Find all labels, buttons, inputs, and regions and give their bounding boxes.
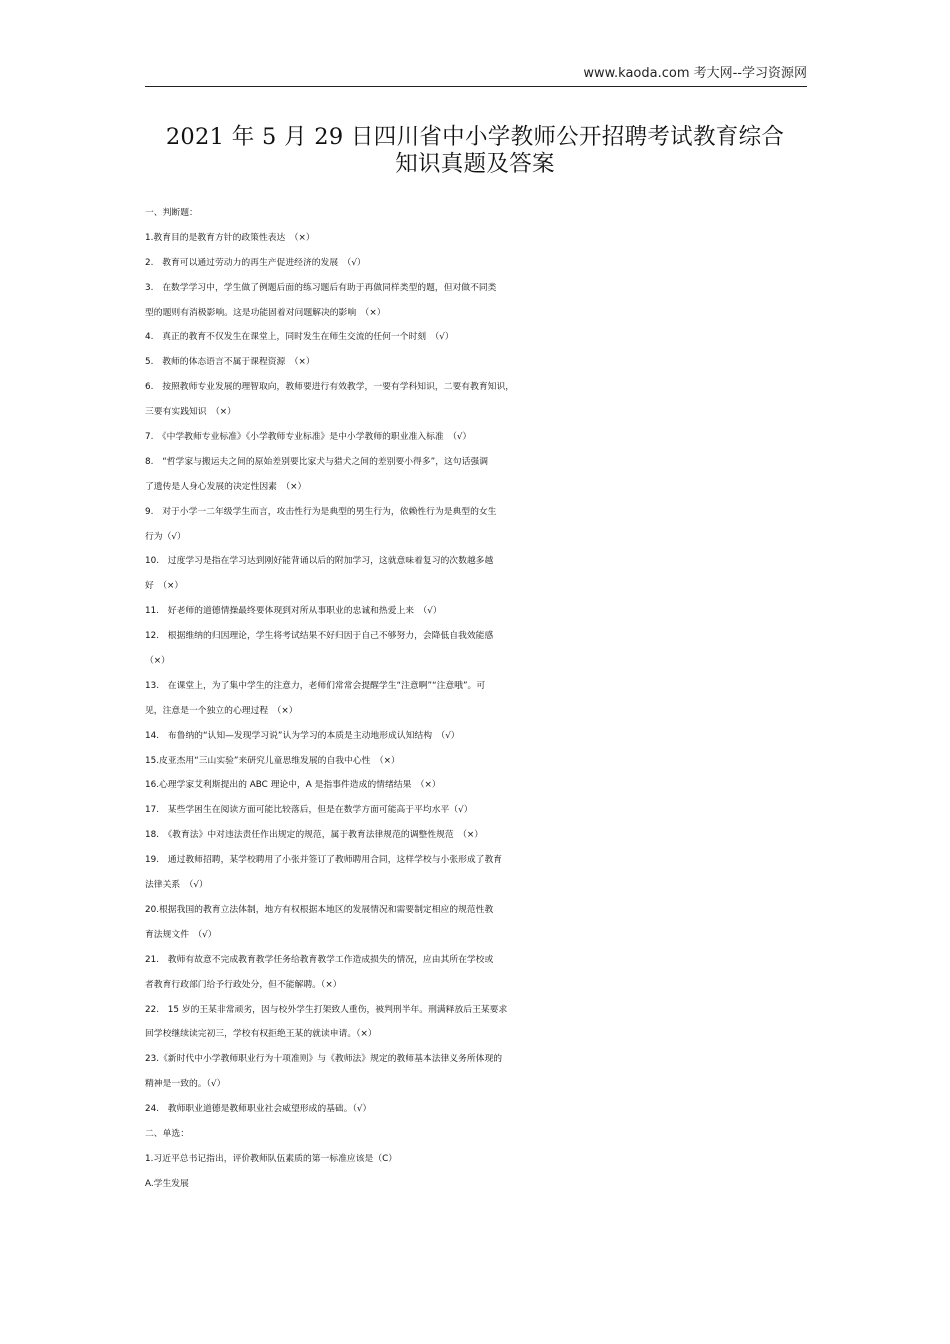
text-line: 1.教育目的是教育方针的政策性表达 （×） bbox=[145, 232, 315, 243]
text-line: 法律关系 （√） bbox=[145, 880, 208, 891]
page-header bbox=[145, 66, 807, 87]
document-body bbox=[145, 201, 825, 1197]
title-line-2: 知识真题及答案 bbox=[395, 151, 555, 177]
text-line: 21. 教师有故意不完成教育教学任务给教育教学工作造成损失的情况，应由其所在学校或 bbox=[145, 954, 494, 965]
text-line: 8. “哲学家与搬运夫之间的原始差别要比家犬与猎犬之间的差别要小得多”，这句话强调 bbox=[145, 456, 488, 467]
text-line: 22. 15 岁的王某非常顽劣，因与校外学生打架致人重伤，被判刑半年。刑满释放后王某要求 bbox=[145, 1004, 508, 1015]
text-line: 24. 教师职业道德是教师职业社会威望形成的基础。（√） bbox=[145, 1104, 372, 1115]
text-line: 二、单选： bbox=[145, 1128, 189, 1139]
text-line: 一、判断题： bbox=[145, 208, 198, 218]
text-line: 20.根据我国的教育立法体制，地方有权根据本地区的发展情况和需要制定相应的规范性教 bbox=[145, 904, 494, 915]
text-line: 好 （×） bbox=[145, 581, 184, 592]
text-line: 10. 过度学习是指在学习达到刚好能背诵以后的附加学习，这就意味着复习的次数越多越 bbox=[145, 556, 494, 567]
text-line: 回学校继续读完初三，学校有权拒绝王某的就读申请。（×） bbox=[145, 1029, 377, 1040]
text-line: 者教育行政部门给予行政处分，但不能解聘。（×） bbox=[145, 979, 342, 990]
text-line: 4. 真正的教育不仅发生在课堂上，同时发生在师生交流的任何一个时刻 （√） bbox=[145, 332, 454, 343]
text-line: 见，注意是一个独立的心理过程 （×） bbox=[145, 705, 298, 716]
header-site-text: www.kaoda.com 考大网--学习资源网 bbox=[583, 66, 807, 81]
text-line: 13. 在课堂上，为了集中学生的注意力，老师们常常会提醒学生“注意啊”“注意哦”。可 bbox=[145, 680, 486, 691]
text-line: A.学生发展 bbox=[145, 1178, 189, 1189]
text-line: 1.习近平总书记指出，评价教师队伍素质的第一标准应该是（C） bbox=[145, 1153, 398, 1164]
text-line: 5. 教师的体态语言不属于课程资源 （×） bbox=[145, 357, 315, 368]
document-title bbox=[130, 124, 820, 178]
text-line: 11. 好老师的道德情操最终要体现到对所从事职业的忠诚和热爱上来 （√） bbox=[145, 606, 442, 617]
text-line: 2. 教育可以通过劳动力的再生产促进经济的发展 （√） bbox=[145, 257, 366, 268]
text-line: 23.《新时代中小学教师职业行为十项准则》与《教师法》规定的教师基本法律义务所体现的 bbox=[145, 1054, 503, 1065]
text-line: 19. 通过教师招聘，某学校聘用了小张并签订了教师聘用合同，这样学校与小张形成了教育 bbox=[145, 855, 503, 866]
text-line: 6. 按照教师专业发展的理智取向，教师要进行有效教学，一要有学科知识，二要有教育知识， bbox=[145, 382, 515, 393]
text-line: 行为（√） bbox=[145, 531, 186, 542]
text-line: 12. 根据维纳的归因理论，学生将考试结果不好归因于自己不够努力，会降低自我效能感 bbox=[145, 631, 494, 642]
text-line: 7. 《中学教师专业标准》《小学教师专业标准》是中小学教师的职业准入标准 （√） bbox=[145, 432, 472, 443]
text-line: 16.心理学家艾利斯提出的 ABC 理论中，A 是指事件造成的情绪结果 （×） bbox=[145, 780, 441, 791]
text-line: 型的题则有消极影响。这是功能固着对问题解决的影响 （×） bbox=[145, 307, 386, 318]
text-line: 3. 在数学学习中，学生做了例题后面的练习题后有助于再做同样类型的题，但对做不同类 bbox=[145, 282, 497, 293]
text-line: 9. 对于小学一二年级学生而言，攻击性行为是典型的男生行为，依赖性行为是典型的女生 bbox=[145, 506, 497, 517]
text-line: （×） bbox=[145, 656, 170, 667]
title-line-1: 2021 年 5 月 29 日四川省中小学教师公开招聘考试教育综合 bbox=[165, 124, 785, 150]
text-line: 三要有实践知识 （×） bbox=[145, 407, 236, 418]
text-line: 了遗传是人身心发展的决定性因素 （×） bbox=[145, 481, 307, 492]
text-line: 育法规文件 （√） bbox=[145, 929, 217, 940]
text-line: 14. 布鲁纳的“认知—发现学习说”认为学习的本质是主动地形成认知结构 （√） bbox=[145, 730, 460, 741]
text-line: 18. 《教育法》中对违法责任作出规定的规范，属于教育法律规范的调整性规范 （×） bbox=[145, 830, 484, 841]
text-line: 17. 某些学困生在阅读方面可能比较落后，但是在数学方面可能高于平均水平（√） bbox=[145, 805, 473, 816]
text-line: 精神是一致的。（√） bbox=[145, 1079, 226, 1090]
text-line: 15.皮亚杰用“三山实验”来研究儿童思维发展的自我中心性 （×） bbox=[145, 755, 400, 766]
